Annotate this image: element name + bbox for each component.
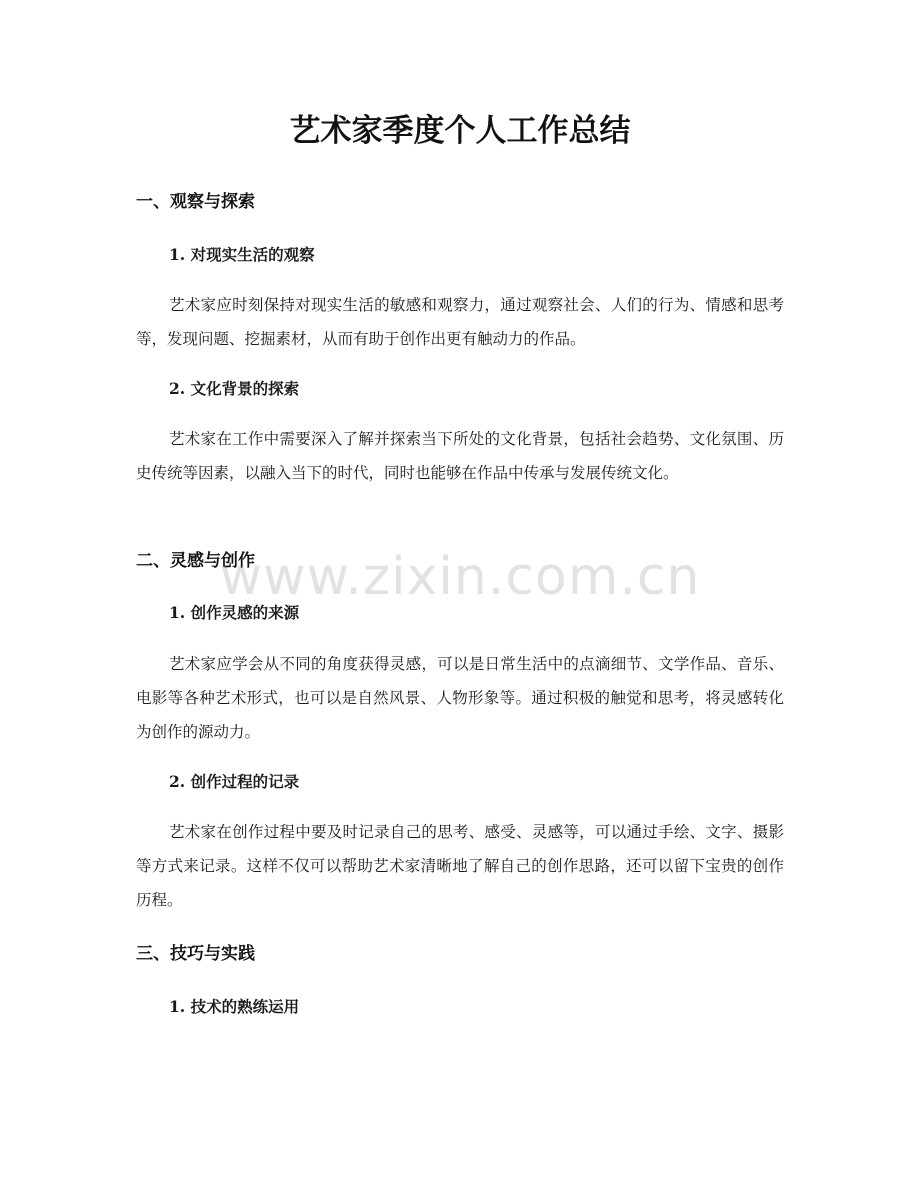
section-heading: 一、观察与探索 (136, 192, 255, 212)
subsection-heading: 1. 创作灵感的来源 (169, 603, 300, 622)
watermark: www.zixin.com.cn (219, 547, 701, 607)
section-heading: 三、技巧与实践 (136, 944, 255, 964)
subsection-heading: 1. 技术的熟练运用 (169, 997, 300, 1016)
paragraph: 艺术家应学会从不同的角度获得灵感，可以是日常生活中的点滴细节、文学作品、音乐、电影等各种艺术形式，也可以是自然风景、人物形象等。通过积极的触觉和思考，将灵感转化为创作的源动力。 (136, 655, 784, 741)
paragraph: 艺术家应时刻保持对现实生活的敏感和观察力，通过观察社会、人们的行为、情感和思考等，发现问题、挖掘素材，从而有助于创作出更有触动力的作品。 (136, 296, 784, 348)
section-heading: 二、灵感与创作 (136, 551, 255, 571)
paragraph: 艺术家在工作中需要深入了解并探索当下所处的文化背景，包括社会趋势、文化氛围、历史传统等因素，以融入当下的时代，同时也能够在作品中传承与发展传统文化。 (136, 430, 784, 482)
paragraph: 艺术家在创作过程中要及时记录自己的思考、感受、灵感等，可以通过手绘、文字、摄影等方式来记录。这样不仅可以帮助艺术家清晰地了解自己的创作思路，还可以留下宝贵的创作历程。 (136, 823, 784, 909)
subsection-heading: 1. 对现实生活的观察 (169, 245, 315, 264)
document-title: 艺术家季度个人工作总结 (289, 113, 631, 149)
subsection-heading: 2. 创作过程的记录 (169, 772, 300, 791)
subsection-heading: 2. 文化背景的探索 (169, 379, 300, 398)
